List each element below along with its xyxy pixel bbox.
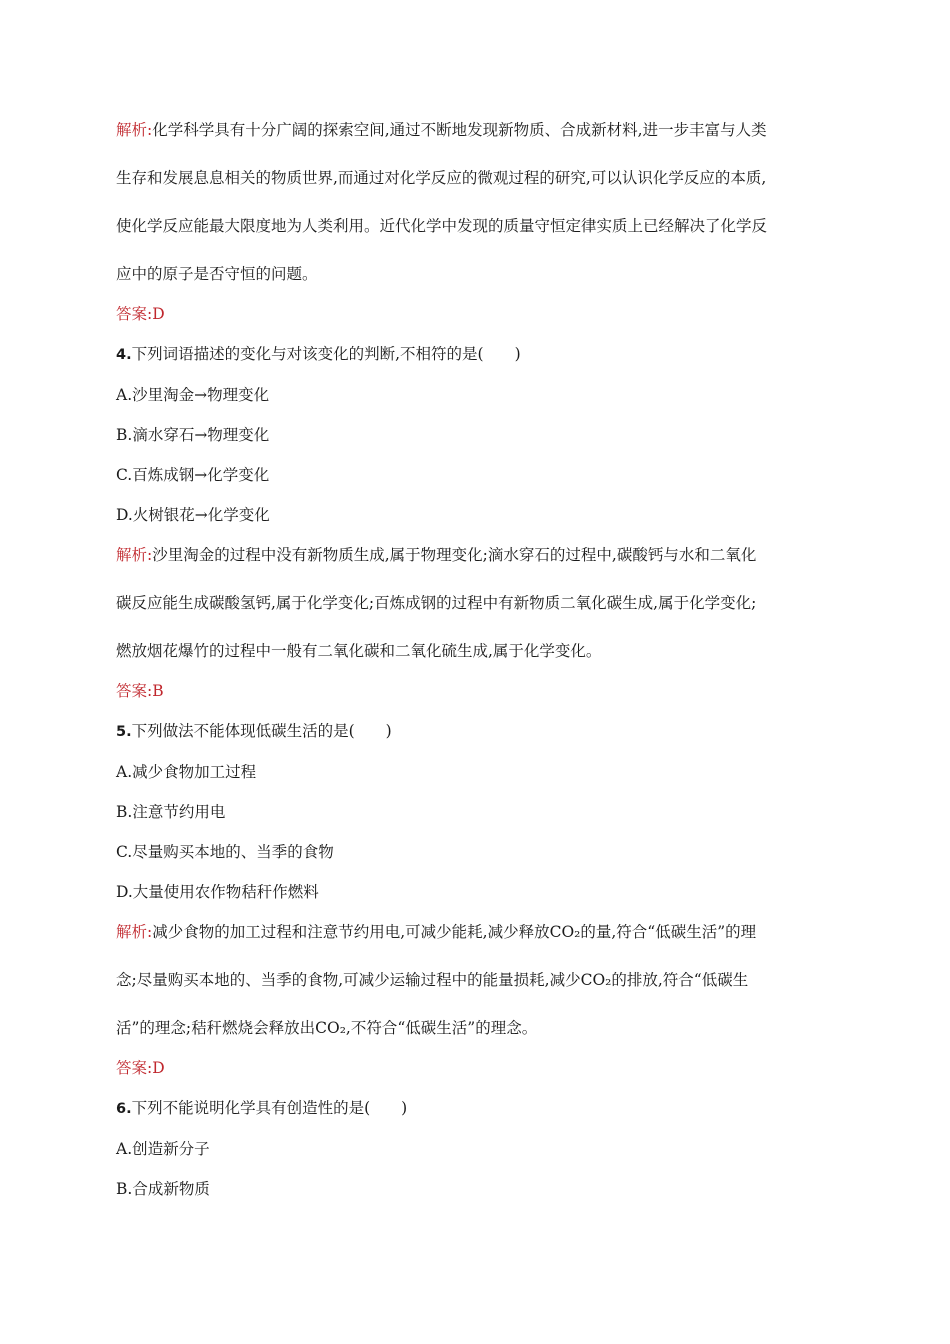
q3-analysis	[116, 118, 834, 286]
analysis-line: 解析:沙里淘金的过程中没有新物质生成,属于物理变化;滴水穿石的过程中,碳酸钙与水和二氧化	[116, 546, 757, 564]
answer-value: D	[152, 1059, 165, 1077]
question-number: 5.	[116, 724, 132, 740]
q6-option-b: B.合成新物质	[116, 1180, 210, 1198]
q5-answer	[116, 1056, 834, 1080]
analysis-label: 解析:	[116, 923, 153, 941]
analysis-line: 解析:化学科学具有十分广阔的探索空间,通过不断地发现新物质、合成新材料,进一步丰富与人类	[116, 121, 767, 139]
question-number: 4.	[116, 347, 132, 363]
answer-value: D	[152, 305, 165, 323]
q5-option-d: D.大量使用农作物秸秆作燃料	[116, 883, 319, 901]
analysis-line: 念;尽量购买本地的、当季的食物,可减少运输过程中的能量损耗,减少CO₂的排放,符合“低碳生	[116, 971, 749, 989]
q4-answer	[116, 679, 834, 703]
q5-option-c: C.尽量购买本地的、当季的食物	[116, 843, 334, 861]
q5-option-a: A.减少食物加工过程	[116, 763, 257, 781]
question-number: 6.	[116, 1101, 132, 1117]
q4-option-b: B.滴水穿石→物理变化	[116, 426, 270, 444]
q6-option-a: A.创造新分子	[116, 1140, 210, 1158]
document-page	[116, 118, 834, 1217]
q3-answer	[116, 302, 834, 326]
q4-option-d: D.火树银花→化学变化	[116, 506, 270, 524]
analysis-label: 解析:	[116, 121, 153, 139]
q5-stem: 5.下列做法不能体现低碳生活的是( )	[116, 722, 392, 740]
q4-stem: 4.下列词语描述的变化与对该变化的判断,不相符的是( )	[116, 345, 521, 363]
q5-analysis	[116, 920, 834, 1040]
analysis-line: 解析:减少食物的加工过程和注意节约用电,可减少能耗,减少释放CO₂的量,符合“低碳生活”的理	[116, 923, 757, 941]
q4-option-c: C.百炼成钢→化学变化	[116, 466, 270, 484]
analysis-line: 碳反应能生成碳酸氢钙,属于化学变化;百炼成钢的过程中有新物质二氧化碳生成,属于化学变化;	[116, 594, 757, 612]
analysis-line: 应中的原子是否守恒的问题。	[116, 265, 318, 283]
analysis-line: 活”的理念;秸秆燃烧会释放出CO₂,不符合“低碳生活”的理念。	[116, 1019, 538, 1037]
analysis-line: 生存和发展息息相关的物质世界,而通过对化学反应的微观过程的研究,可以认识化学反应的本质,	[116, 169, 767, 187]
analysis-line: 燃放烟花爆竹的过程中一般有二氧化碳和二氧化硫生成,属于化学变化。	[116, 642, 602, 660]
answer-label: 答案:	[116, 1059, 153, 1077]
answer-label: 答案:	[116, 682, 153, 700]
q5-option-b: B.注意节约用电	[116, 803, 226, 821]
analysis-line: 使化学反应能最大限度地为人类利用。近代化学中发现的质量守恒定律实质上已经解决了化学反	[116, 217, 768, 235]
answer-value: B	[152, 682, 164, 700]
answer-label: 答案:	[116, 305, 153, 323]
q6-stem: 6.下列不能说明化学具有创造性的是( )	[116, 1099, 408, 1117]
analysis-label: 解析:	[116, 546, 153, 564]
q4-option-a: A.沙里淘金→物理变化	[116, 386, 270, 404]
q4-analysis	[116, 543, 834, 663]
